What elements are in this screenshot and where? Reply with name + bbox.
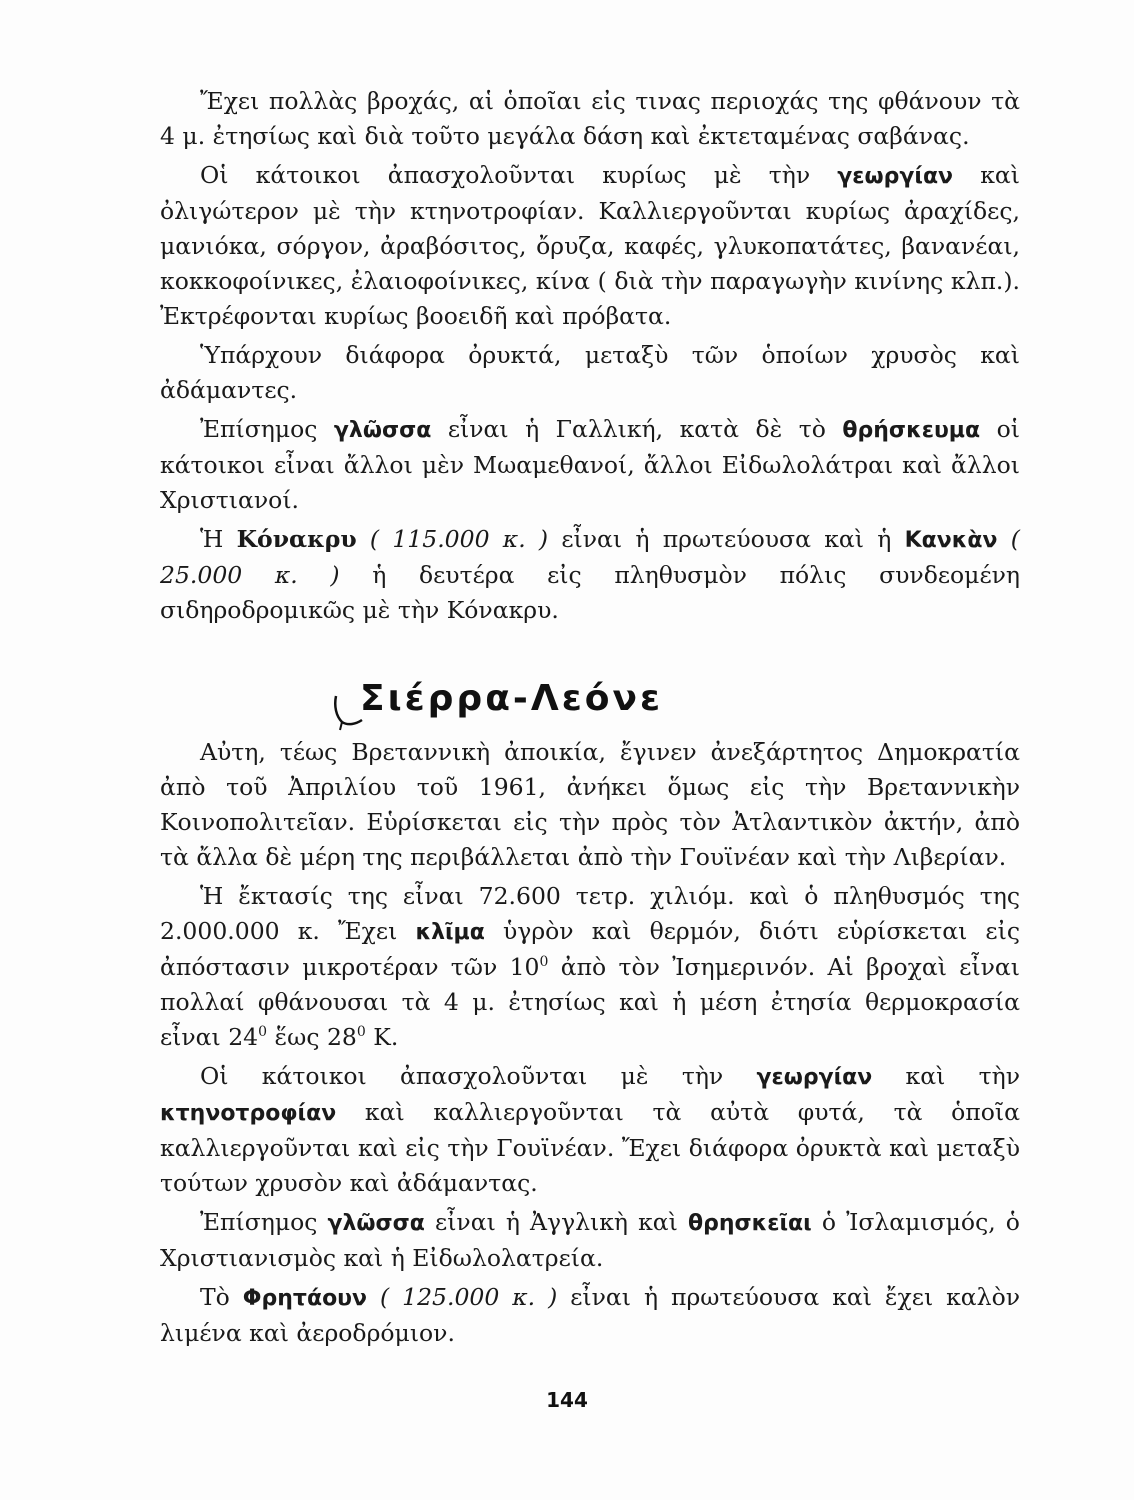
paragraph-rain xyxy=(160,84,1020,154)
section-heading: Σιέρρα-Λεόνε xyxy=(360,678,664,719)
paragraph-text: καὶ καλλιεργοῦνται τὰ αὐτὰ φυτά, τὰ ὁποῖα καλλιεργοῦνται καὶ εἰς τὴν Γουϊνέαν. Ἔχει διάφορα ὀρυκτὰ καὶ μεταξὺ τούτων χρυσὸν καὶ ἀδάμαντας. xyxy=(160,1098,1020,1197)
paragraph-text: καὶ ὀλιγώτερον μὲ τὴν κτηνοτροφίαν. Καλλιεργοῦνται κυρίως ἀραχίδες, μανιόκα, σόργον, ἀραβόσιτος, ὄρυζα, καφές, γλυκοπατάτες, βανανέαι, κοκκοφοίνικες, ἐλαιοφοίνικες, κίνα ( διὰ τὴν παραγωγὴν κινίνης κλπ.). Ἐκτρέφονται κυρίως βοοειδῆ καὶ πρόβατα. xyxy=(160,161,1020,330)
paragraph-capital xyxy=(160,1280,1020,1351)
keyword-agriculture: γεωργίαν xyxy=(756,1065,873,1090)
paragraph-text: Ἐπίσημος xyxy=(200,1208,318,1236)
paragraph-text: Κ. xyxy=(373,1023,399,1051)
keyword-agriculture: γεωργίαν xyxy=(837,164,954,189)
paragraph-text: ὁ Ἰσλαμισμός, ὁ Χριστιανισμὸς καὶ ἡ Εἰδωλολατρεία. xyxy=(160,1208,1020,1272)
paragraph-text: Οἱ κάτοικοι ἀπασχολοῦνται κυρίως μὲ τὴν xyxy=(200,161,811,189)
paragraph-text: Ἔχει πολλὰς βροχάς, αἱ ὁποῖαι εἰς τινας περιοχάς της φθάνουν τὰ 4 μ. ἐτησίως καὶ διὰ τοῦτο μεγάλα δάση καὶ ἐκτεταμένας σαβάνας. xyxy=(160,87,1020,150)
paragraph-text: Ἡ xyxy=(200,525,224,553)
sierra-leone-section xyxy=(160,735,1020,1355)
paragraph-text: ὑγρὸν καὶ θερμόν, διότι εὑρίσκεται εἰς ἀπόστασιν μικροτέραν τῶν 10 xyxy=(160,917,1020,981)
paragraph-agriculture xyxy=(160,158,1020,334)
keyword-religion: θρήσκευμα xyxy=(842,418,981,443)
city-kankan: Κανκὰν xyxy=(904,528,998,553)
paragraph-text: οἱ κάτοικοι εἶναι ἄλλοι μὲν Μωαμεθανοί, ἄλλοι Εἰδωλολάτραι καὶ ἄλλοι Χριστιανοί. xyxy=(160,415,1020,514)
keyword-language: γλῶσσα xyxy=(333,418,432,443)
paragraph-text: καὶ τὴν xyxy=(905,1062,1020,1090)
keyword-climate: κλῖμα xyxy=(415,920,485,945)
paragraph-text: Ὑπάρχουν διάφορα ὀρυκτά, μεταξὺ τῶν ὁποίων χρυσὸς καὶ ἀδάμαντες. xyxy=(160,341,1020,404)
paragraph-text: Αὐτη, τέως Βρεταννικὴ ἀποικία, ἔγινεν ἀνεξάρτητος Δημοκρατία ἀπὸ τοῦ Ἀπριλίου τοῦ 1961, ἀνήκει ὅμως εἰς τὴν Βρεταννικὴν Κοινοπολιτεῖαν. Εὑρίσκεται εἰς τὴν πρὸς τὸν Ἀτλαντικὸν ἀκτήν, ἀπὸ τὰ ἄλλα δὲ μέρη της περιβάλλεται ἀπὸ τὴν Γουϊνέαν καὶ τὴν Λιβερίαν. xyxy=(160,738,1020,871)
paragraph-capital xyxy=(160,522,1020,628)
paragraph-history xyxy=(160,735,1020,875)
paragraph-text: εἶναι ἡ Ἀγγλικὴ καὶ xyxy=(435,1208,678,1236)
paragraph-text: Οἱ κάτοικοι ἀπασχολοῦνται μὲ τὴν xyxy=(200,1062,724,1090)
paragraph-language xyxy=(160,412,1020,518)
population-kankan: ( 25.000 κ. ) xyxy=(160,525,1020,589)
paragraph-text: εἶναι ἡ πρωτεύουσα καὶ ἔχει καλὸν λιμένα καὶ ἀεροδρόμιον. xyxy=(160,1283,1020,1347)
paragraph-language xyxy=(160,1205,1020,1276)
page-number: 144 xyxy=(546,1388,588,1412)
paragraph-area-climate xyxy=(160,879,1020,1055)
degree-superscript: 0 xyxy=(356,1024,366,1041)
paragraph-text: Ἐπίσημος xyxy=(200,415,318,443)
guinea-section xyxy=(160,84,1020,632)
keyword-religions: θρησκεῖαι xyxy=(687,1211,812,1236)
paragraph-minerals xyxy=(160,338,1020,408)
degree-superscript: 0 xyxy=(258,1024,268,1041)
paragraph-text: εἶναι ἡ πρωτεύουσα καὶ ἡ xyxy=(561,525,892,553)
paragraph-text: Τὸ xyxy=(200,1283,230,1311)
paragraph-text: ἕως 28 xyxy=(274,1023,357,1051)
city-conakry: Κόνακρυ xyxy=(236,525,357,553)
paragraph-text: ἡ δευτέρα εἰς πληθυσμὸν πόλις συνδεομένη σιδηροδρομικῶς μὲ τὴν Κόνακρυ. xyxy=(160,561,1020,624)
paragraph-text: ἀπὸ τὸν Ἰσημερινόν. Αἱ βροχαὶ εἶναι πολλαί φθάνουσαι τὰ 4 μ. ἐτησίως καὶ ἡ μέση ἐτησία θερμοκρασία εἶναι 24 xyxy=(160,953,1020,1051)
paragraph-occupation xyxy=(160,1059,1020,1201)
population-conakry: ( 115.000 κ. ) xyxy=(369,525,549,553)
degree-superscript: 0 xyxy=(539,954,549,971)
keyword-livestock: κτηνοτροφίαν xyxy=(160,1101,337,1126)
population-freetown: ( 125.000 κ. ) xyxy=(380,1283,558,1311)
paragraph-text: εἶναι ἡ Γαλλική, κατὰ δὲ τὸ xyxy=(447,415,826,443)
paragraph-text: Ἡ ἔκτασίς της εἶναι 72.600 τετρ. χιλιόμ. καὶ ὁ πληθυσμός της 2.000.000 κ. Ἔχει xyxy=(160,882,1020,945)
keyword-language: γλῶσσα xyxy=(327,1211,425,1236)
city-freetown: Φρητάουν xyxy=(242,1286,368,1311)
